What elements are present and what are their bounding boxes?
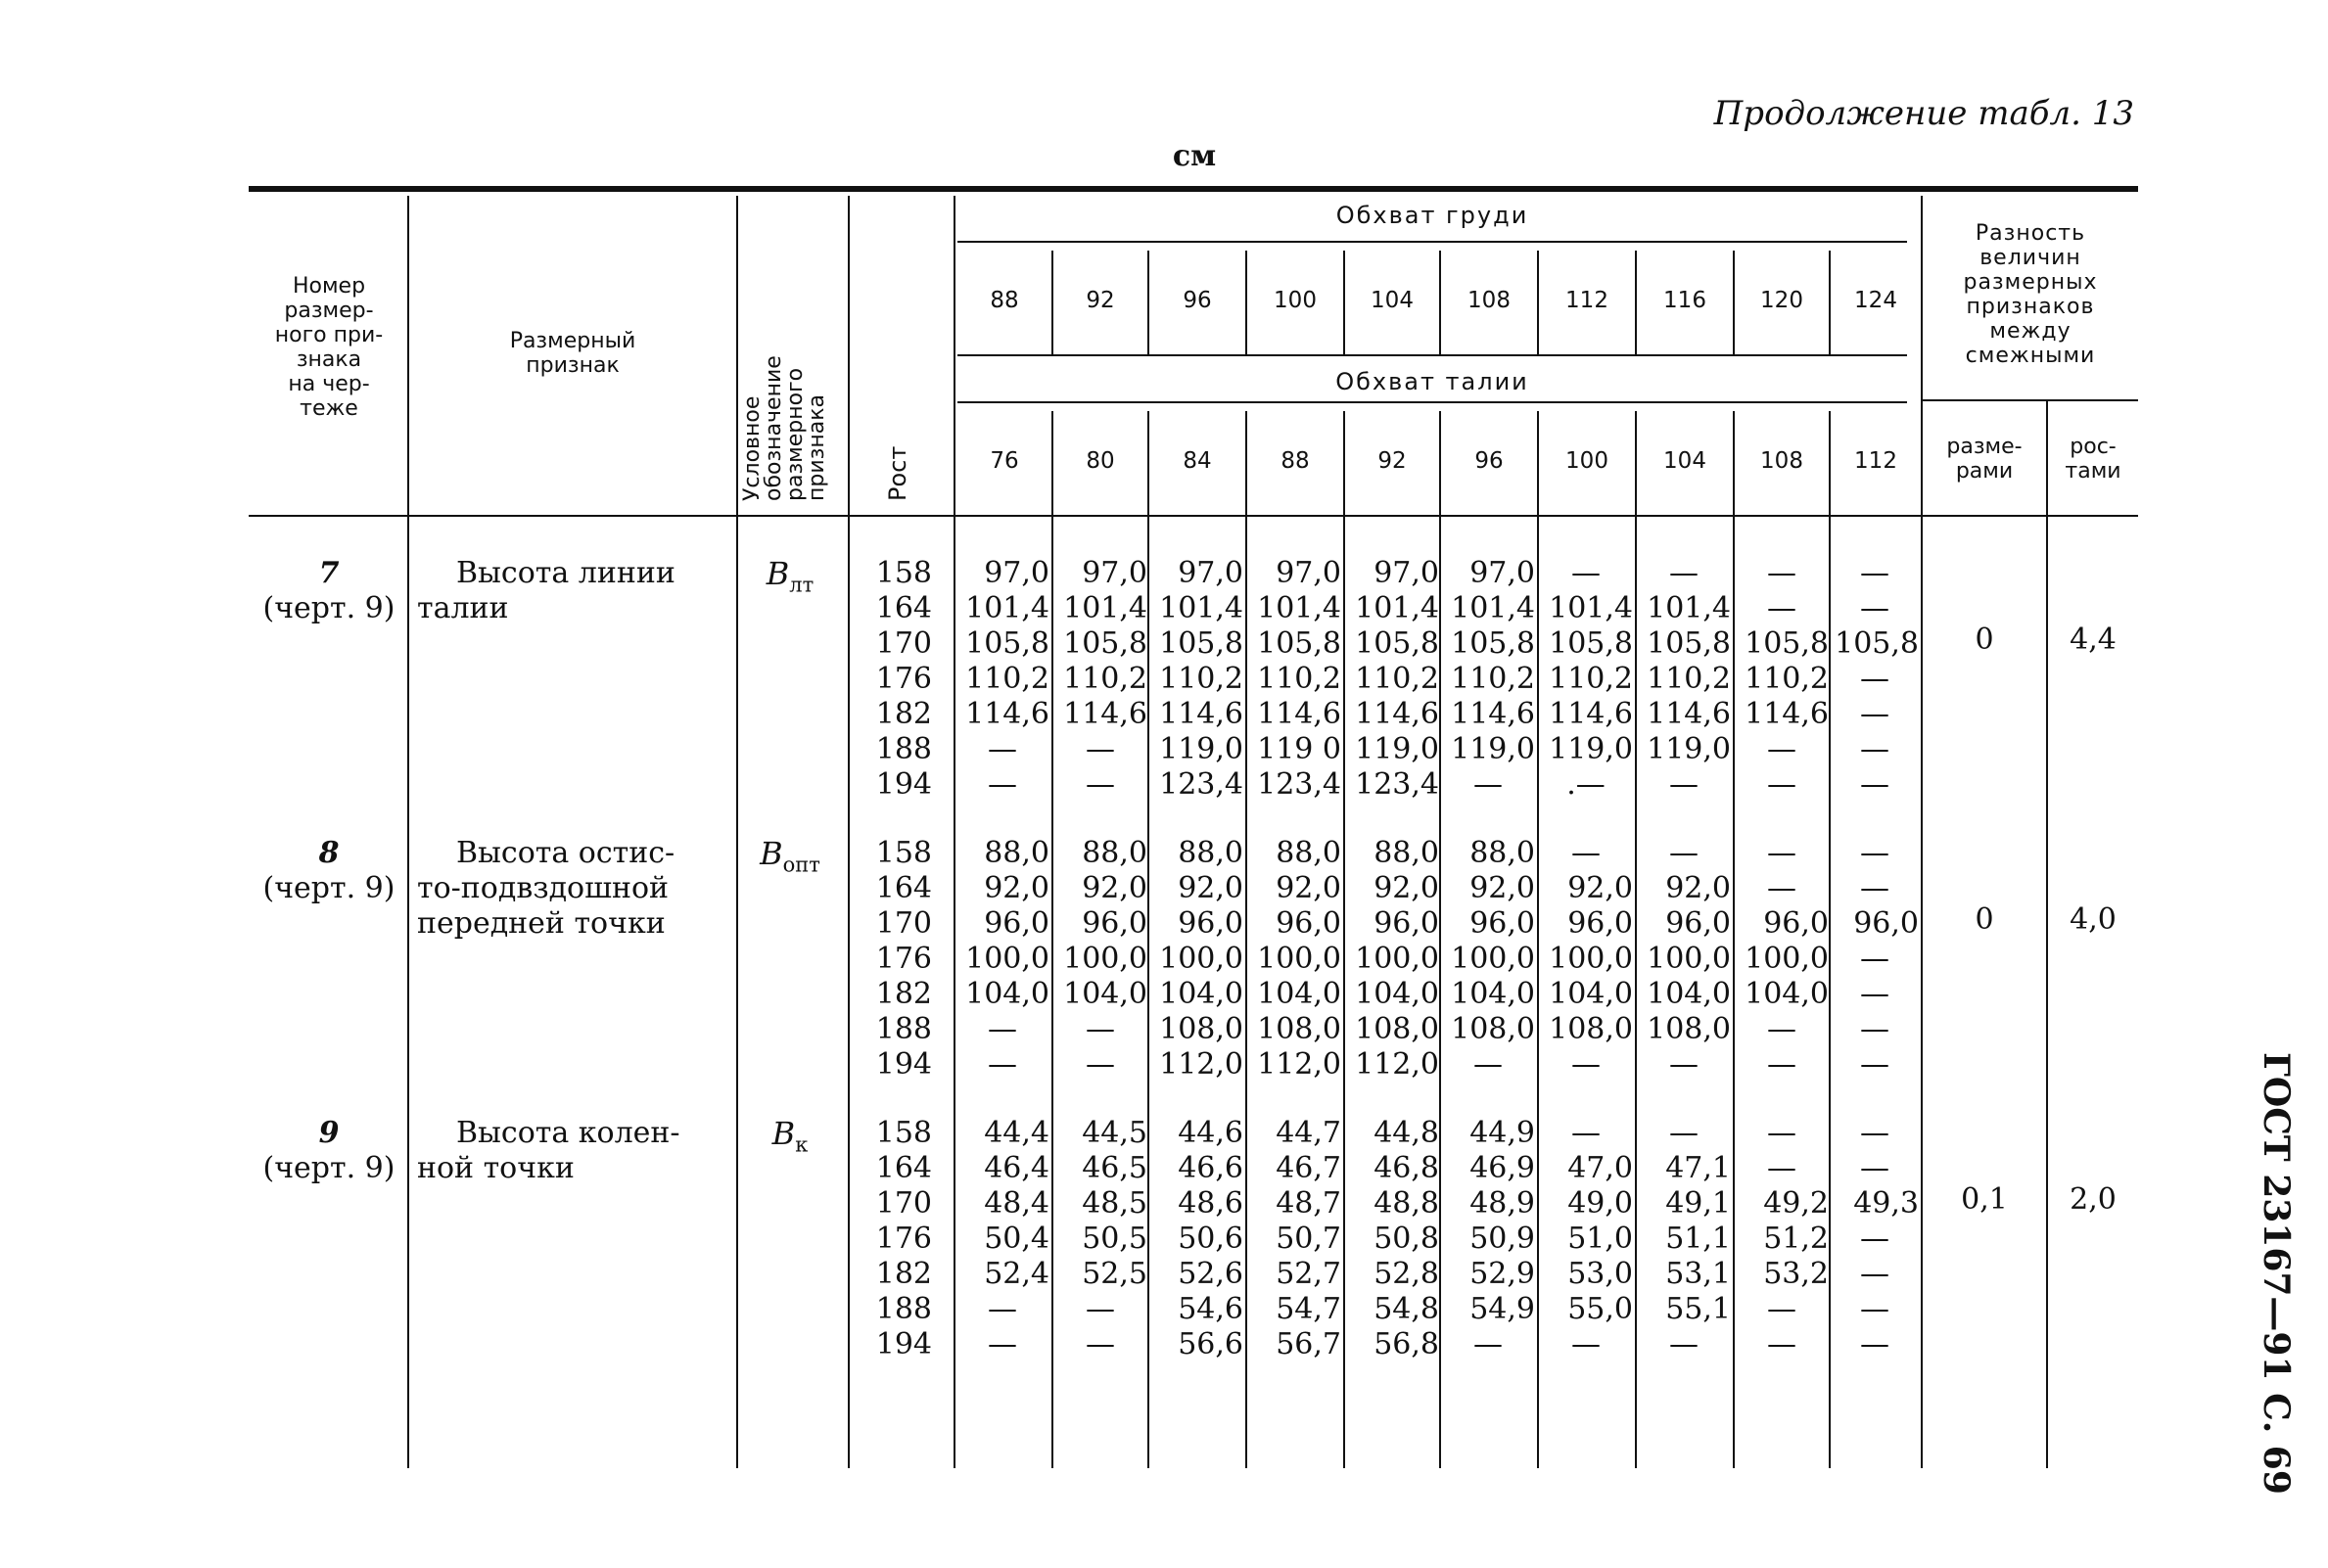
table-cell: — xyxy=(988,1047,1017,1082)
table-cell: 54,8 xyxy=(1374,1292,1439,1326)
height-value: 194 xyxy=(875,1047,932,1082)
table-cell: 105,8 xyxy=(1159,626,1243,661)
table-cell: 114,6 xyxy=(1549,697,1633,731)
table-cell: — xyxy=(1767,1151,1796,1185)
header-feature: Размерный признак xyxy=(509,329,636,378)
table-cell: 92,0 xyxy=(984,871,1049,905)
table-cell: 47,0 xyxy=(1567,1151,1633,1185)
table-cell: — xyxy=(1571,556,1601,590)
table-cell: 92,0 xyxy=(1469,871,1535,905)
height-value: 176 xyxy=(875,1222,932,1256)
table-cell: 100,0 xyxy=(1745,942,1829,976)
table-cell: 96,0 xyxy=(1374,906,1439,941)
table-cell: 97,0 xyxy=(1469,556,1535,590)
table-cell: 100,0 xyxy=(1257,942,1341,976)
row-symbol: $В_{опт}$ xyxy=(760,835,820,877)
chest-group-rule xyxy=(957,241,1907,243)
table-cell: 104,0 xyxy=(1647,977,1731,1011)
header-height: Рост xyxy=(884,445,911,501)
table-cell: 50,4 xyxy=(984,1222,1049,1256)
height-value: 188 xyxy=(875,732,932,766)
height-value: 188 xyxy=(875,1012,932,1046)
table-cell: 100,0 xyxy=(1355,942,1439,976)
chest-value: 116 xyxy=(1663,288,1706,313)
table-cell: 44,8 xyxy=(1374,1116,1439,1150)
table-cell: 100,0 xyxy=(1159,942,1243,976)
table-cell: 100,0 xyxy=(1451,942,1535,976)
row-number: 7 (черт. 9) xyxy=(262,556,396,625)
waist-value: 112 xyxy=(1854,448,1897,474)
waist-value: 108 xyxy=(1760,448,1803,474)
table-cell: — xyxy=(1767,1047,1796,1082)
table-cell: 46,8 xyxy=(1374,1151,1439,1185)
height-value: 182 xyxy=(875,1257,932,1291)
table-cell: — xyxy=(1860,697,1889,731)
chest-value: 120 xyxy=(1760,288,1803,313)
table-cell: 51,1 xyxy=(1665,1222,1731,1256)
table-cell: — xyxy=(988,1327,1017,1361)
table-cell: 100,0 xyxy=(1647,942,1731,976)
table-cell: 101,4 xyxy=(1549,591,1633,625)
height-value: 194 xyxy=(875,767,932,802)
col-divider xyxy=(407,196,409,1468)
table-cell: — xyxy=(1860,977,1889,1011)
diff-between-sizes: 0,1 xyxy=(1961,1182,2008,1217)
table-cell: — xyxy=(1767,767,1796,802)
table-cell: 48,5 xyxy=(1082,1186,1147,1221)
table-cell: 44,9 xyxy=(1469,1116,1535,1150)
table-cell: — xyxy=(1860,1257,1889,1291)
table-cell: 96,0 xyxy=(1665,906,1731,941)
table-cell: — xyxy=(1860,1292,1889,1326)
table-cell: 97,0 xyxy=(1082,556,1147,590)
height-value: 164 xyxy=(875,591,932,625)
table-cell: 92,0 xyxy=(1276,871,1341,905)
table-cell: 46,5 xyxy=(1082,1151,1147,1185)
table-cell: — xyxy=(988,1012,1017,1046)
table-cell: — xyxy=(988,1292,1017,1326)
table-cell: 114,6 xyxy=(1745,697,1829,731)
table-cell: — xyxy=(1571,1116,1601,1150)
header-number: Номер размер- ного при- знака на чер- теже xyxy=(274,274,384,421)
height-value: 182 xyxy=(875,977,932,1011)
chest-value: 88 xyxy=(990,288,1019,313)
table-cell: 123,4 xyxy=(1355,767,1439,802)
table-cell: 46,7 xyxy=(1276,1151,1341,1185)
table-cell: — xyxy=(1767,1292,1796,1326)
table-cell: — xyxy=(1860,591,1889,625)
table-cell: 92,0 xyxy=(1665,871,1731,905)
table-cell: 51,0 xyxy=(1567,1222,1633,1256)
header-waist-group: Обхват талии xyxy=(1335,368,1529,395)
table-cell: 88,0 xyxy=(1276,836,1341,870)
table-cell: 52,9 xyxy=(1469,1257,1535,1291)
table-cell: — xyxy=(1860,1327,1889,1361)
table-cell: 44,6 xyxy=(1178,1116,1243,1150)
header-diff-sizes: разме- рами xyxy=(1946,435,2023,484)
table-cell: — xyxy=(988,767,1017,802)
table-cell: — xyxy=(1767,1012,1796,1046)
table-cell: — xyxy=(1767,836,1796,870)
table-cell: 50,9 xyxy=(1469,1222,1535,1256)
chest-value: 100 xyxy=(1274,288,1317,313)
height-value: 158 xyxy=(875,1116,932,1150)
table-cell: 119 0 xyxy=(1257,732,1341,766)
waist-value: 84 xyxy=(1183,448,1212,474)
table-cell: 123,4 xyxy=(1159,767,1243,802)
table-cell: — xyxy=(1860,942,1889,976)
table-cell: 49,0 xyxy=(1567,1186,1633,1221)
table-cell: 47,1 xyxy=(1665,1151,1731,1185)
chest-value: 108 xyxy=(1467,288,1511,313)
table-cell: 96,0 xyxy=(1082,906,1147,941)
header-diff-group: Разность величин размерных признаков между смежными xyxy=(1963,221,2098,368)
table-cell: 104,0 xyxy=(1451,977,1535,1011)
table-cell: 101,4 xyxy=(1355,591,1439,625)
table-cell: 44,7 xyxy=(1276,1116,1341,1150)
table-cell: — xyxy=(988,732,1017,766)
table-cell: 50,8 xyxy=(1374,1222,1439,1256)
table-cell: 119,0 xyxy=(1159,732,1243,766)
table-cell: — xyxy=(1860,871,1889,905)
waist-value: 96 xyxy=(1474,448,1504,474)
table-cell: 54,6 xyxy=(1178,1292,1243,1326)
unit-label: см xyxy=(1172,139,1217,173)
table-cell: — xyxy=(1767,871,1796,905)
row-feature-name: Высота линии талии xyxy=(417,556,675,625)
table-cell: 48,8 xyxy=(1374,1186,1439,1221)
table-cell: 52,7 xyxy=(1276,1257,1341,1291)
table-cell: 46,4 xyxy=(984,1151,1049,1185)
table-cell: 50,5 xyxy=(1082,1222,1147,1256)
row-number: 8 (черт. 9) xyxy=(262,836,396,905)
col-divider xyxy=(848,196,850,1468)
table-cell: 104,0 xyxy=(1159,977,1243,1011)
table-cell: 123,4 xyxy=(1257,767,1341,802)
chest-value: 92 xyxy=(1086,288,1115,313)
table-cell: 110,2 xyxy=(1355,662,1439,696)
table-cell: 56,6 xyxy=(1178,1327,1243,1361)
page-side-label: ГОСТ 23167—91 С. 69 xyxy=(2256,1052,2297,1495)
table-cell: 54,7 xyxy=(1276,1292,1341,1326)
table-cell: 55,0 xyxy=(1567,1292,1633,1326)
waist-group-rule xyxy=(957,401,1907,403)
header-diff-heights: рос- тами xyxy=(2065,435,2121,484)
table-cell: 114,6 xyxy=(1355,697,1439,731)
diff-between-heights: 2,0 xyxy=(2070,1182,2117,1217)
table-cell: 104,0 xyxy=(1745,977,1829,1011)
table-cell: 48,6 xyxy=(1178,1186,1243,1221)
table-cell: 100,0 xyxy=(1549,942,1633,976)
table-cell: 108,0 xyxy=(1257,1012,1341,1046)
table-cell: 114,6 xyxy=(1647,697,1731,731)
table-cell: 108,0 xyxy=(1159,1012,1243,1046)
table-cell: — xyxy=(1860,836,1889,870)
height-value: 170 xyxy=(875,906,932,941)
table-cell: 53,2 xyxy=(1763,1257,1829,1291)
table-cell: — xyxy=(1571,1327,1601,1361)
table-cell: 46,9 xyxy=(1469,1151,1535,1185)
header-chest-group: Обхват груди xyxy=(1335,202,1529,229)
table-cell: 112,0 xyxy=(1159,1047,1243,1082)
table-cell: — xyxy=(1767,732,1796,766)
chest-value: 124 xyxy=(1854,288,1897,313)
table-cell: 108,0 xyxy=(1451,1012,1535,1046)
table-cell: — xyxy=(1086,1327,1115,1361)
table-cell: — xyxy=(1767,1327,1796,1361)
table-cell: 105,8 xyxy=(1745,626,1829,661)
table-cell: 54,9 xyxy=(1469,1292,1535,1326)
table-cell: — xyxy=(1473,1327,1503,1361)
table-cell: 88,0 xyxy=(1178,836,1243,870)
waist-value: 104 xyxy=(1663,448,1706,474)
top-rule xyxy=(249,186,2138,192)
table-cell: 92,0 xyxy=(1567,871,1633,905)
waist-value: 88 xyxy=(1280,448,1310,474)
table-cell: 96,0 xyxy=(1763,906,1829,941)
table-cell: 105,8 xyxy=(965,626,1049,661)
height-value: 194 xyxy=(875,1327,932,1361)
table-cell: 119,0 xyxy=(1451,732,1535,766)
table-cell: 96,0 xyxy=(1567,906,1633,941)
table-cell: 49,1 xyxy=(1665,1186,1731,1221)
table-cell: 110,2 xyxy=(1451,662,1535,696)
table-cell: 100,0 xyxy=(965,942,1049,976)
diff-group-rule xyxy=(1921,399,2138,401)
table-cell: 114,6 xyxy=(1159,697,1243,731)
table-cell: 44,4 xyxy=(984,1116,1049,1150)
table-cell: 52,5 xyxy=(1082,1257,1147,1291)
table-continuation-caption: Продолжение табл. 13 xyxy=(1713,94,2134,133)
table-cell: 88,0 xyxy=(1082,836,1147,870)
table-cell: 97,0 xyxy=(984,556,1049,590)
table-cell: 48,4 xyxy=(984,1186,1049,1221)
table-cell: .— xyxy=(1566,767,1606,802)
table-cell: 97,0 xyxy=(1276,556,1341,590)
table-cell: — xyxy=(1767,556,1796,590)
table-cell: 112,0 xyxy=(1257,1047,1341,1082)
table-cell: 101,4 xyxy=(965,591,1049,625)
col-divider xyxy=(1921,196,1923,1468)
height-value: 188 xyxy=(875,1292,932,1326)
table-cell: 119,0 xyxy=(1647,732,1731,766)
table-cell: 101,4 xyxy=(1647,591,1731,625)
table-cell: 88,0 xyxy=(1469,836,1535,870)
table-cell: 96,0 xyxy=(984,906,1049,941)
table-cell: — xyxy=(1860,1047,1889,1082)
table-cell: 105,8 xyxy=(1549,626,1633,661)
table-cell: — xyxy=(1473,767,1503,802)
table-cell: — xyxy=(1669,1047,1699,1082)
table-cell: — xyxy=(1767,1116,1796,1150)
table-cell: 49,3 xyxy=(1853,1186,1919,1221)
height-value: 164 xyxy=(875,871,932,905)
table-cell: — xyxy=(1860,556,1889,590)
table-cell: 88,0 xyxy=(984,836,1049,870)
table-cell: 48,7 xyxy=(1276,1186,1341,1221)
table-cell: 108,0 xyxy=(1355,1012,1439,1046)
table-cell: — xyxy=(1669,1116,1699,1150)
diff-between-sizes: 0 xyxy=(1975,902,1994,937)
table-cell: 110,2 xyxy=(1063,662,1147,696)
table-cell: 101,4 xyxy=(1063,591,1147,625)
table-cell: — xyxy=(1860,1151,1889,1185)
table-cell: 119,0 xyxy=(1549,732,1633,766)
table-cell: 97,0 xyxy=(1374,556,1439,590)
table-cell: 110,2 xyxy=(1745,662,1829,696)
table-cell: 114,6 xyxy=(1451,697,1535,731)
table-cell: 101,4 xyxy=(1159,591,1243,625)
table-cell: — xyxy=(1086,1047,1115,1082)
table-cell: — xyxy=(1860,1012,1889,1046)
table-cell: 52,8 xyxy=(1374,1257,1439,1291)
waist-value: 92 xyxy=(1377,448,1407,474)
table-cell: 53,1 xyxy=(1665,1257,1731,1291)
table-cell: — xyxy=(1767,591,1796,625)
table-cell: 55,1 xyxy=(1665,1292,1731,1326)
table-cell: — xyxy=(1860,662,1889,696)
diff-between-heights: 4,0 xyxy=(2070,902,2117,937)
table-cell: 44,5 xyxy=(1082,1116,1147,1150)
table-cell: 49,2 xyxy=(1763,1186,1829,1221)
header-symbol: Условное обозначение размерного признака xyxy=(740,355,829,501)
row-feature-name: Высота колен- ной точки xyxy=(417,1116,680,1185)
table-cell: 105,8 xyxy=(1063,626,1147,661)
table-cell: 114,6 xyxy=(965,697,1049,731)
row-symbol: $В_к$ xyxy=(771,1115,809,1157)
table-cell: 104,0 xyxy=(965,977,1049,1011)
height-value: 170 xyxy=(875,626,932,661)
table-cell: 52,4 xyxy=(984,1257,1049,1291)
height-value: 164 xyxy=(875,1151,932,1185)
table-cell: 51,2 xyxy=(1763,1222,1829,1256)
table-cell: 96,0 xyxy=(1853,906,1919,941)
table-cell: 92,0 xyxy=(1082,871,1147,905)
table-cell: — xyxy=(1086,1292,1115,1326)
height-value: 170 xyxy=(875,1186,932,1221)
header-bottom-rule xyxy=(249,515,2138,517)
chest-value: 104 xyxy=(1371,288,1414,313)
table-cell: 101,4 xyxy=(1257,591,1341,625)
chest-value: 96 xyxy=(1183,288,1212,313)
height-value: 176 xyxy=(875,942,932,976)
table-cell: 104,0 xyxy=(1063,977,1147,1011)
table-cell: 92,0 xyxy=(1178,871,1243,905)
height-value: 176 xyxy=(875,662,932,696)
table-cell: — xyxy=(1571,836,1601,870)
table-cell: 96,0 xyxy=(1276,906,1341,941)
table-cell: 96,0 xyxy=(1469,906,1535,941)
waist-value: 100 xyxy=(1565,448,1608,474)
table-cell: 50,7 xyxy=(1276,1222,1341,1256)
waist-value: 80 xyxy=(1086,448,1115,474)
row-number: 9 (черт. 9) xyxy=(262,1116,396,1185)
table-cell: 53,0 xyxy=(1567,1257,1633,1291)
table-cell: 114,6 xyxy=(1063,697,1147,731)
chest-values-rule xyxy=(957,354,1907,356)
table-cell: 105,8 xyxy=(1355,626,1439,661)
table-cell: 110,2 xyxy=(1159,662,1243,696)
table-cell: — xyxy=(1669,836,1699,870)
table-cell: 96,0 xyxy=(1178,906,1243,941)
table-cell: 92,0 xyxy=(1374,871,1439,905)
height-value: 158 xyxy=(875,836,932,870)
table-cell: — xyxy=(1086,1012,1115,1046)
height-value: 158 xyxy=(875,556,932,590)
table-cell: 114,6 xyxy=(1257,697,1341,731)
table-cell: 105,8 xyxy=(1257,626,1341,661)
table-cell: 110,2 xyxy=(1647,662,1731,696)
table-cell: — xyxy=(1669,1327,1699,1361)
table-cell: 108,0 xyxy=(1647,1012,1731,1046)
table-cell: 108,0 xyxy=(1549,1012,1633,1046)
table-cell: — xyxy=(1860,732,1889,766)
table-cell: 46,6 xyxy=(1178,1151,1243,1185)
table-cell: 110,2 xyxy=(965,662,1049,696)
table-cell: 119,0 xyxy=(1355,732,1439,766)
table-cell: — xyxy=(1473,1047,1503,1082)
table-cell: — xyxy=(1860,1116,1889,1150)
table-cell: 52,6 xyxy=(1178,1257,1243,1291)
table-cell: 88,0 xyxy=(1374,836,1439,870)
table-cell: 110,2 xyxy=(1549,662,1633,696)
table-cell: 112,0 xyxy=(1355,1047,1439,1082)
table-cell: 105,8 xyxy=(1647,626,1731,661)
chest-value: 112 xyxy=(1565,288,1608,313)
diff-between-heights: 4,4 xyxy=(2070,623,2117,657)
table-cell: — xyxy=(1860,767,1889,802)
table-cell: 48,9 xyxy=(1469,1186,1535,1221)
table-cell: — xyxy=(1860,1222,1889,1256)
row-feature-name: Высота остис- то-подвздошной передней точки xyxy=(417,836,675,941)
table-cell: 56,7 xyxy=(1276,1327,1341,1361)
table-cell: 100,0 xyxy=(1063,942,1147,976)
col-divider xyxy=(736,196,738,1468)
row-symbol: $В_{лт}$ xyxy=(766,555,815,597)
table-cell: 104,0 xyxy=(1549,977,1633,1011)
table-cell: 105,8 xyxy=(1835,626,1919,661)
table-cell: 50,6 xyxy=(1178,1222,1243,1256)
table-cell: — xyxy=(1669,556,1699,590)
table-cell: — xyxy=(1086,767,1115,802)
table-cell: 101,4 xyxy=(1451,591,1535,625)
diff-between-sizes: 0 xyxy=(1975,623,1994,657)
table-cell: — xyxy=(1571,1047,1601,1082)
height-value: 182 xyxy=(875,697,932,731)
table-cell: 56,8 xyxy=(1374,1327,1439,1361)
waist-value: 76 xyxy=(990,448,1019,474)
table-cell: 97,0 xyxy=(1178,556,1243,590)
table-cell: 104,0 xyxy=(1257,977,1341,1011)
table-cell: — xyxy=(1086,732,1115,766)
table-cell: 110,2 xyxy=(1257,662,1341,696)
table-cell: — xyxy=(1669,767,1699,802)
table-cell: 104,0 xyxy=(1355,977,1439,1011)
table-cell: 105,8 xyxy=(1451,626,1535,661)
